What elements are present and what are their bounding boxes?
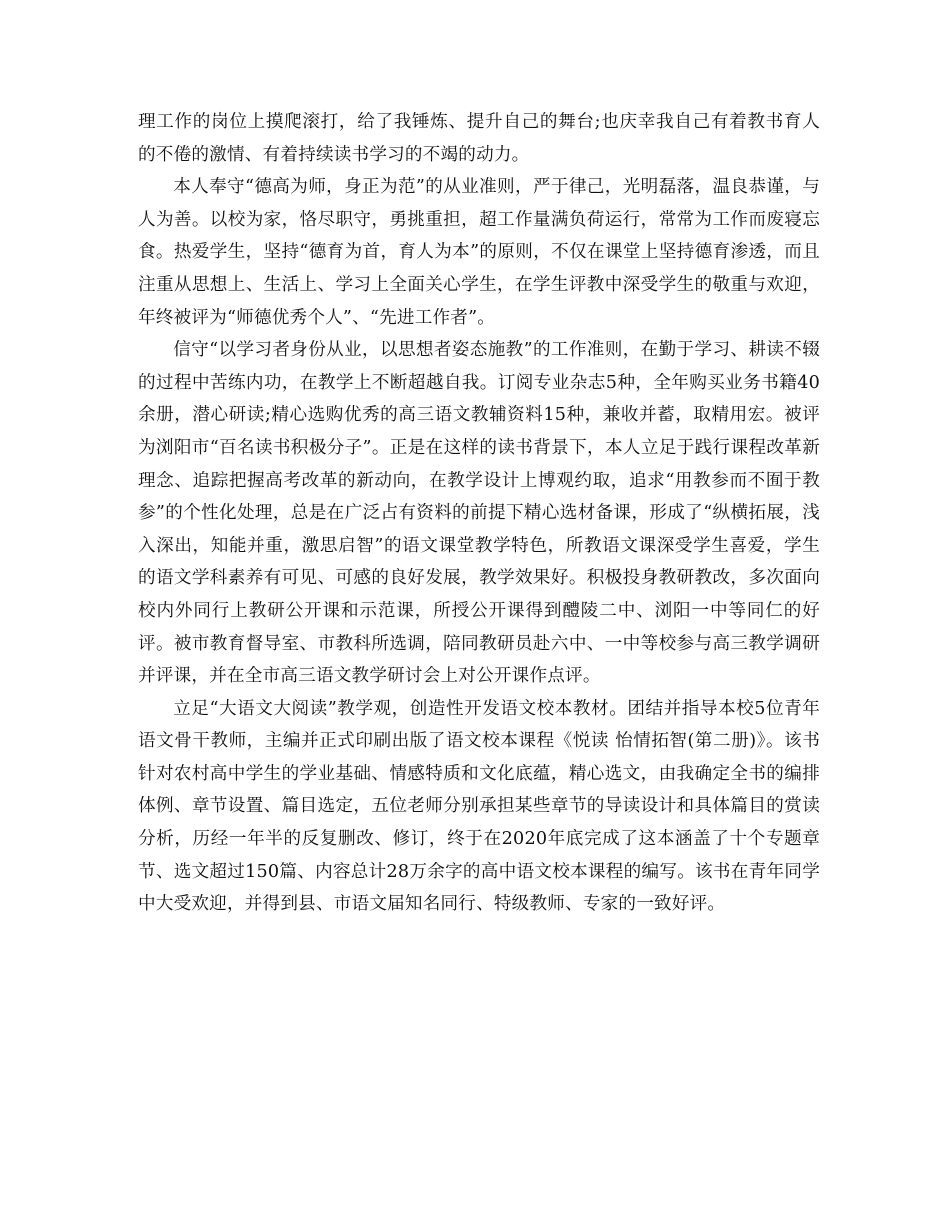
paragraph-ethics: 本人奉守“德高为师，身正为范”的从业准则，严于律己，光明磊落，温良恭谨，与人为善。以校为家，恪尽职守，勇挑重担，超工作量满负荷运行，常常为工作而废寝忘食。热爱学生，坚持“德育为首，育人为本”的原则，不仅在课堂上坚持德育渗透，而且注重从思想上、生活上、学习上全面关心学生，在学生评教中深受学生的敬重与欢迎，年终被评为“师德优秀个人”、“先进工作者”。 [138,177,820,328]
paragraph-textbook: 立足“大语文大阅读”教学观，创造性开发语文校本教材。团结并指导本校5位青年语文骨干教师，主编并正式印刷出版了语文校本课程《悦读 怡情拓智(第二册)》。该书针对农村高中学生的学业基础、情感特质和文化底蕴，精心选文，由我确定全书的编排体例、章节设置、篇目选定，五位老师分别承担某些章节的导读设计和具体篇目的赏读分析，历经一年半的反复删改、修订，终于在2020年底完成了这本涵盖了十个专题章节、选文超过150篇、内容总计28万余字的高中语文校本课程的编写。该书在青年同学中大受欢迎，并得到县、市语文届知名同行、特级教师、专家的一致好评。 [138,698,820,915]
document-page [138,106,820,921]
paragraph-continuation: 理工作的岗位上摸爬滚打，给了我锤炼、提升自己的舞台;也庆幸我自己有着教书育人的不倦的激情、有着持续读书学习的不竭的动力。 [138,112,820,165]
paragraph-learning: 信守“以学习者身份从业，以思想者姿态施教”的工作准则，在勤于学习、耕读不辍的过程中苦练内功，在教学上不断超越自我。订阅专业杂志5种，全年购买业务书籍40余册，潜心研读;精心选购优秀的高三语文教辅资料15种，兼收并蓄，取精用宏。被评为浏阳市“百名读书积极分子”。正是在这样的读书背景下，本人立足于践行课程改革新理念、追踪把握高考改革的新动向，在教学设计上博观约取，追求“用教参而不囿于教参”的个性化处理，总是在广泛占有资料的前提下精心选材备课，形成了“纵横拓展，浅入深出，知能并重，激思启智”的语文课堂教学特色，所教语文课深受学生喜爱，学生的语文学科素养有可见、可感的良好发展，教学效果好。积极投身教研教改，多次面向校内外同行上教研公开课和示范课，所授公开课得到醴陵二中、浏阳一中等同仁的好评。被市教育督导室、市教科所选调，陪同教研员赴六中、一中等校参与高三教学调研并评课，并在全市高三语文教学研讨会上对公开课作点评。 [138,340,820,687]
